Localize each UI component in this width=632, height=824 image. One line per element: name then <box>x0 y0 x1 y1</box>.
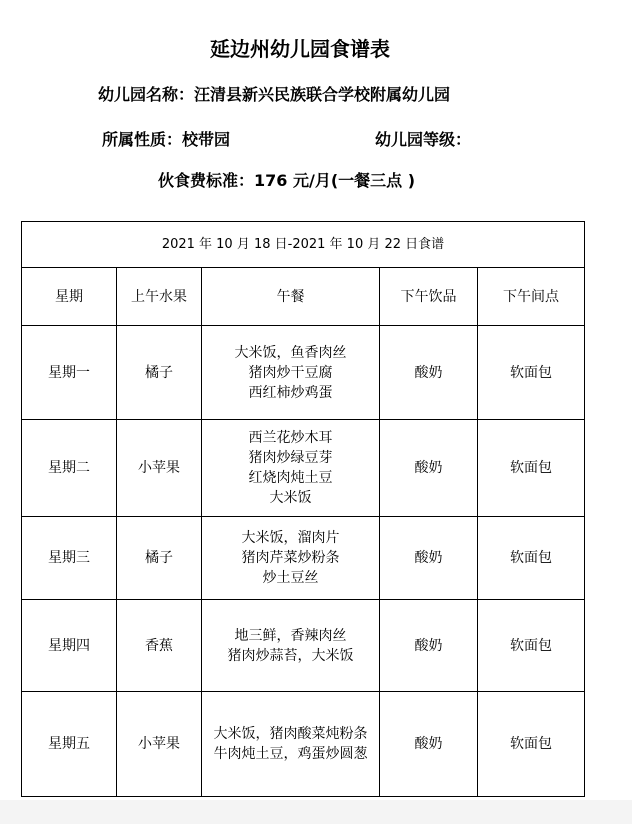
cell-fruit: 橘子 <box>117 326 202 420</box>
cell-lunch <box>202 600 380 692</box>
table-row <box>22 600 585 692</box>
table-header-row <box>22 268 585 326</box>
cell-lunch <box>202 420 380 517</box>
lunch-dish-line: 大米饭 <box>269 490 312 506</box>
cell-day: 星期二 <box>22 420 117 517</box>
cell-lunch <box>202 692 380 797</box>
lunch-dish-line: 西兰花炒木耳 <box>248 430 333 446</box>
kindergarten-name-label: 幼儿园名称： <box>98 85 195 104</box>
cell-day: 星期一 <box>22 326 117 420</box>
cell-snack: 软面包 <box>478 517 585 600</box>
cell-fruit: 橘子 <box>117 517 202 600</box>
lunch-dish-line: 大米饭，鱼香肉丝 <box>234 344 347 361</box>
lunch-dish-line: 大米饭，猪肉酸菜炖粉条 <box>213 726 368 742</box>
lunch-dish-line: 猪肉炒绿豆芽 <box>248 450 333 466</box>
kindergarten-name: 汪清县新兴民族联合学校附属幼儿园 <box>194 85 451 104</box>
affiliation-value: 校带园 <box>182 130 231 149</box>
table-row <box>22 517 585 600</box>
lunch-dish-line: 牛肉炖土豆，鸡蛋炒圆葱 <box>213 746 368 762</box>
affiliation-label: 所属性质： <box>102 130 183 149</box>
lunch-dish-line: 地三鲜，香辣肉丝 <box>234 627 347 644</box>
cell-fruit: 小苹果 <box>117 420 202 517</box>
cell-fruit: 小苹果 <box>117 692 202 797</box>
lunch-dish-line: 炒土豆丝 <box>262 570 319 586</box>
cell-drink: 酸奶 <box>380 326 478 420</box>
fee-label: 伙食费标准： <box>158 171 255 190</box>
column-header-drink: 下午饮品 <box>380 268 478 326</box>
affiliation-line <box>102 129 230 151</box>
cell-snack: 软面包 <box>478 600 585 692</box>
table-row <box>22 420 585 517</box>
lunch-dish-line: 猪肉芹菜炒粉条 <box>241 550 340 566</box>
lunch-dish-line: 大米饭，溜肉片 <box>241 530 340 546</box>
cell-day: 星期四 <box>22 600 117 692</box>
bottom-bar <box>0 800 632 824</box>
fee-value: 176 元/月(一餐三点 ) <box>254 171 416 190</box>
level-line <box>375 129 471 151</box>
lunch-dish-line: 猪肉炒蒜苔，大米饭 <box>227 647 354 664</box>
lunch-dish-line: 西红柿炒鸡蛋 <box>248 384 333 401</box>
cell-fruit: 香蕉 <box>117 600 202 692</box>
cell-drink: 酸奶 <box>380 692 478 797</box>
lunch-dish-line: 猪肉炒干豆腐 <box>248 364 333 381</box>
column-header-day: 星期 <box>22 268 117 326</box>
cell-snack: 软面包 <box>478 326 585 420</box>
cell-drink: 酸奶 <box>380 420 478 517</box>
cell-drink: 酸奶 <box>380 600 478 692</box>
page-title: 延边州幼儿园食谱表 <box>210 37 390 61</box>
menu-table <box>21 221 585 797</box>
cell-lunch <box>202 517 380 600</box>
cell-day: 星期三 <box>22 517 117 600</box>
column-header-fruit: 上午水果 <box>117 268 202 326</box>
table-row <box>22 326 585 420</box>
lunch-dish-line: 红烧肉炖土豆 <box>248 470 333 486</box>
cell-snack: 软面包 <box>478 420 585 517</box>
column-header-snack: 下午间点 <box>478 268 585 326</box>
level-label: 幼儿园等级： <box>375 130 472 149</box>
cell-snack: 软面包 <box>478 692 585 797</box>
cell-drink: 酸奶 <box>380 517 478 600</box>
fee-line <box>158 170 415 192</box>
column-header-lunch: 午餐 <box>202 268 380 326</box>
cell-day: 星期五 <box>22 692 117 797</box>
kindergarten-name-line <box>98 84 450 106</box>
table-row <box>22 692 585 797</box>
menu-caption: 2021 年 10 月 18 日-2021 年 10 月 22 日食谱 <box>22 222 585 268</box>
cell-lunch <box>202 326 380 420</box>
